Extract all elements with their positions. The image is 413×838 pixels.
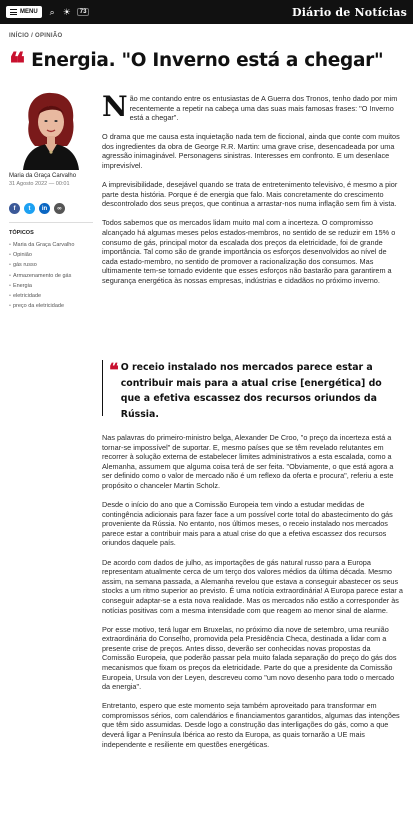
article-paragraph: Todos sabemos que os mercados lidam muito mal com a incerteza. O compromisso alcançado há algumas meses pelos estados-membros, no sentido de se reduzir em 15% o consumo de gás, principal motor da escalada dos preços da eletricidade, foi de grande importância. Tal como são de grande importância os esforços desenvolvidos ao nível de cada estado-membro, no sentido de promover a racionalização dos consumos. Mas ultimamente tem-se tornado evidente que esses esforços não bastarão para garantirem a segurança energética às nossas empresas, indústrias e cidadãos no próximo inverno. bbox=[102, 218, 396, 285]
weather-temperature-badge[interactable]: 73 bbox=[77, 8, 90, 16]
divider bbox=[9, 222, 93, 223]
author-portrait bbox=[9, 88, 92, 170]
article-paragraph bbox=[102, 90, 404, 123]
quote-mark-icon: ❝ bbox=[109, 360, 119, 381]
topic-item[interactable]: • Energia bbox=[9, 281, 74, 291]
share-buttons bbox=[9, 203, 65, 214]
menu-label: MENU bbox=[20, 9, 38, 15]
publish-date: 31 Agosto 2022 — 00:01 bbox=[9, 181, 70, 187]
site-logo[interactable]: Diário de Notícias bbox=[292, 5, 407, 19]
article-body bbox=[102, 90, 404, 295]
sun-weather-icon[interactable]: ☀ bbox=[62, 6, 71, 17]
menu-button[interactable] bbox=[6, 6, 42, 18]
paragraph-text: ão me contando entre os entusiastas de A Guerra dos Tronos, tenho dado por mim recentemente a repetir na cabeça uma das suas mais famosas frases: "O Inverno está a chegar". bbox=[129, 94, 398, 123]
article-paragraph: Desde o início do ano que a Comissão Europeia tem vindo a estudar medidas de contingência adicionais para fazer face a um possível corte total do abastecimento do gás proveniente da Rússia. No entanto, nos últimos meses, o receio instalado nos mercados parece estar a contribuir mais para a atual crise do que a efetiva escassez dos recursos oriundos daquele país. bbox=[102, 500, 393, 548]
article-paragraph: De acordo com dados de julho, as importações de gás natural russo para a Europa representam atualmente cerca de um terço dos valores médios da última década. Mesmo assim, na semana passada, a Alemanha revelou que estava a conseguir abastecer os seus stocks a um ritmo superior ao previsto. É uma notícia extraordinária! A Europa parece estar a conseguir adaptar-se a esta nova realidade. Mas os mercados não estão a corresponder às notícias positivas com a mesma intensidade com que reagem ao menor sinal de alarme. bbox=[102, 557, 403, 615]
article-paragraph: Por esse motivo, terá lugar em Bruxelas, no próximo dia nove de setembro, uma reunião extraordinária do Conselho, promovida pela Presidência Checa, destinada a lidar com a presente crise de preços. Antes disso, deverão ser conhecidas novas propostas da Comissão Europeia, que poderão passar pela muito falada separação do preço do gás dos mecanismos que fixam os preços da eletricidade. Parte do que a presidente da Comissão Europeia, Ursula von der Leyen, descreveu como "um novo desenho para todo o mercado da energia". bbox=[102, 624, 397, 692]
article-body-continued bbox=[102, 433, 404, 759]
drop-cap: N bbox=[102, 90, 128, 123]
topic-item[interactable]: • Armazenamento de gás bbox=[9, 271, 74, 281]
pull-quote-text: O receio instalado nos mercados parece estar a contribuir mais para a atual crise [energética] do que a efetiva escassez dos recursos oriundos da Rússia. bbox=[120, 362, 382, 420]
hamburger-icon bbox=[10, 9, 17, 15]
pull-quote-bar bbox=[102, 360, 103, 416]
topic-item[interactable]: • preço da eletricidade bbox=[9, 301, 74, 311]
top-navigation-bar bbox=[0, 0, 413, 24]
topics-list bbox=[9, 240, 74, 311]
article-headline bbox=[9, 46, 409, 82]
search-icon[interactable]: ⌕ bbox=[49, 6, 55, 17]
quote-mark-icon: ❝ bbox=[9, 47, 26, 82]
author-name[interactable]: Maria da Graça Carvalho bbox=[9, 173, 77, 179]
topic-item[interactable]: • eletricidade bbox=[9, 291, 74, 301]
page-title: Energia. "O Inverno está a chegar" bbox=[31, 49, 384, 71]
article-paragraph: O drama que me causa esta inquietação nada tem de ficcional, ainda que conte com muitos dos ingredientes da obra de George R.R. Martin: uma grave crise, desencadeada por uma agressão inimaginável. Personagens sinistras. Interesses em confronto. E um desenlace imprevisível. bbox=[102, 132, 400, 171]
pull-quote bbox=[102, 360, 404, 420]
twitter-icon[interactable]: t bbox=[24, 203, 35, 214]
article-paragraph: Nas palavras do primeiro-ministro belga, Alexander De Croo, "o preço da incerteza está a tornar-se impossível" de suportar. E, mesmo países que se têm revelado relutantes em recorrer à solução externa de estabelecer limites administrativos a esta escalada, como a Alemanha, assumem que alguma coisa terá de ser feita. "Obviamente, o que está agora a ser definido como o valor de mercado não é um reflexo da oferta e procura", referiu a este propósito o chanceler Martin Scholz. bbox=[102, 433, 394, 490]
topics-title: TÓPICOS bbox=[9, 230, 34, 236]
breadcrumb[interactable]: INÍCIO / OPINIÃO bbox=[9, 33, 63, 39]
facebook-icon[interactable]: f bbox=[9, 203, 20, 214]
topic-item[interactable]: • Opinião bbox=[9, 250, 74, 260]
article-paragraph: A imprevisibilidade, desejável quando se trata de entretenimento televisivo, é mesmo a pior parte desta história. Porque é de energia que falo. Mais concretamente do crescimento descontrolado dos seus preços, que continua a arrastar-nos numa inflação sem fim à vista. bbox=[102, 180, 398, 209]
topic-item[interactable]: • Maria da Graça Carvalho bbox=[9, 240, 74, 250]
copy-link-icon[interactable]: ∞ bbox=[54, 203, 65, 214]
linkedin-icon[interactable]: in bbox=[39, 203, 50, 214]
topic-item[interactable]: • gás russo bbox=[9, 260, 74, 270]
article-paragraph: Entretanto, espero que este momento seja também aproveitado para transformar em compromissos sérios, com calendários e financiamentos garantidos, algumas das intenções que têm sido assumidas. Desde logo a construção das interligações do gás, como a que deverá ligar a Península Ibérica ao resto da Europa, as quais tornarão a UE mais independente e resiliente em questões energéticas. bbox=[102, 701, 400, 749]
